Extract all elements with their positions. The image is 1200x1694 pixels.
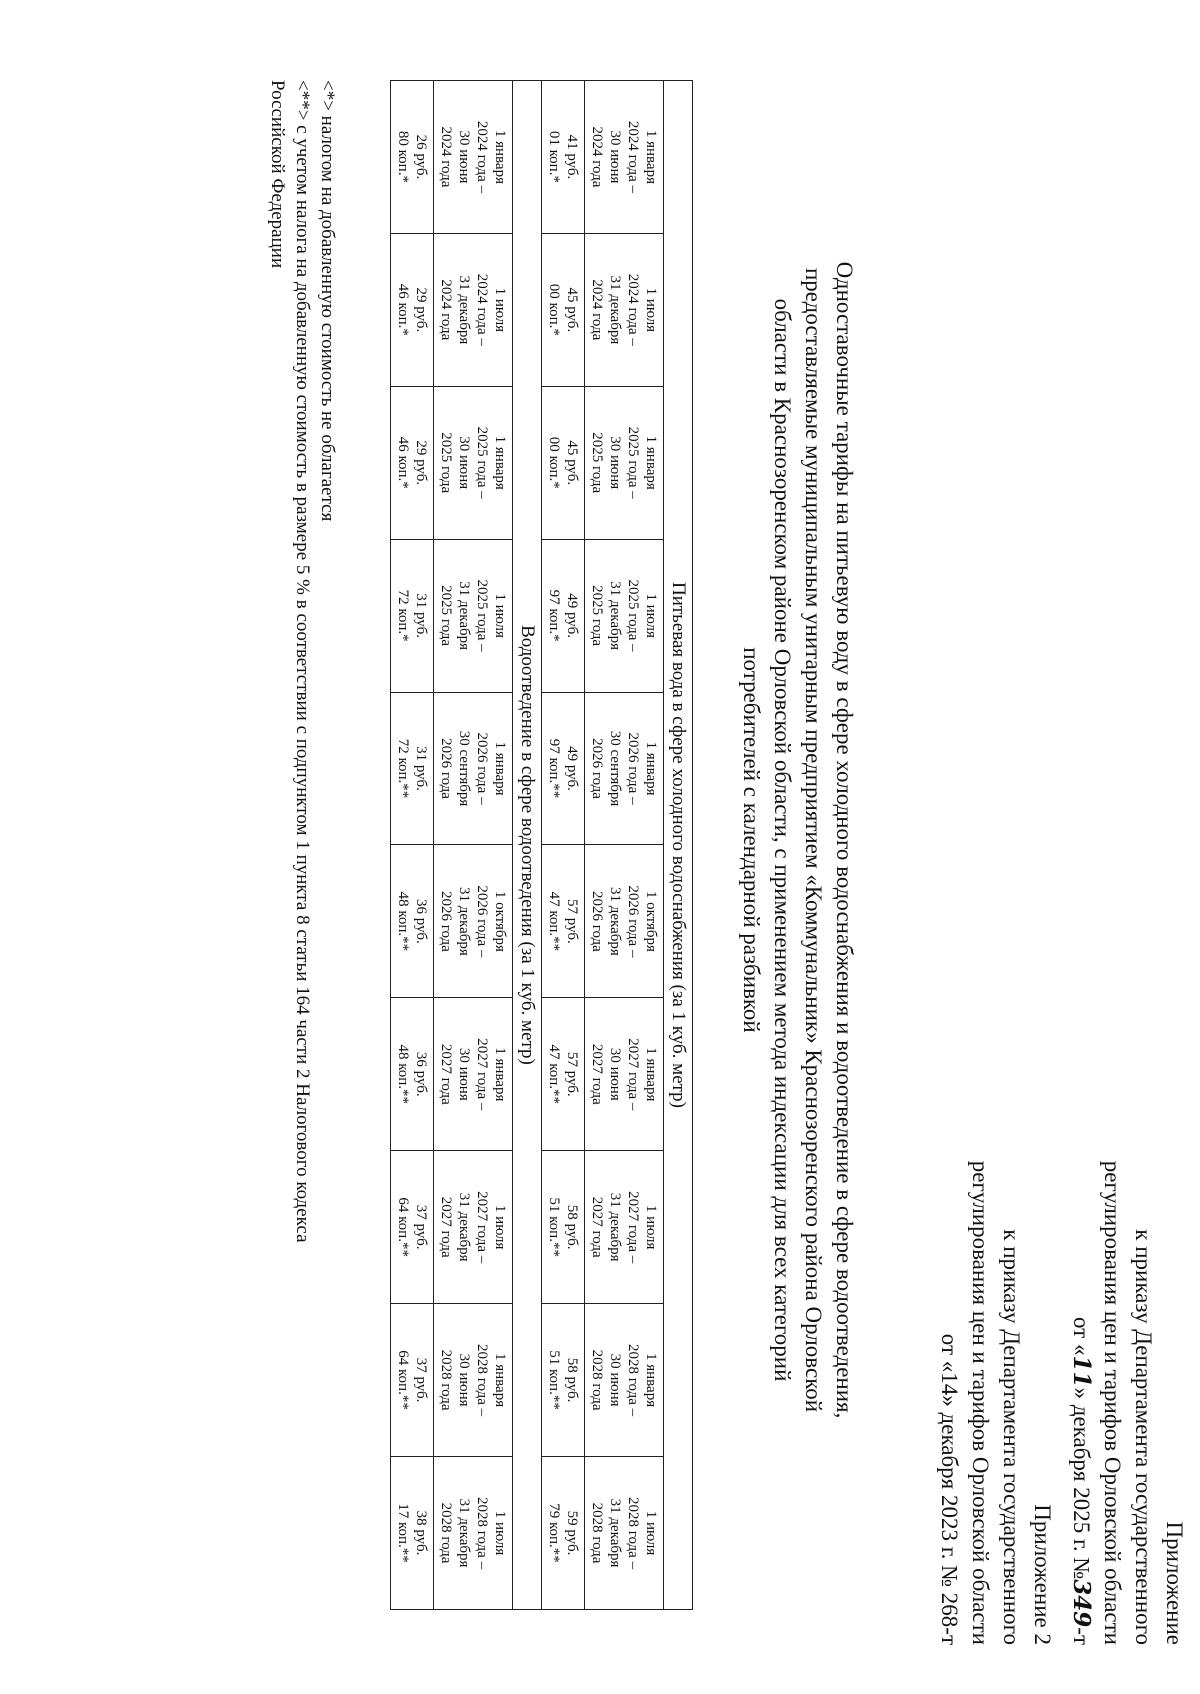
cell-line: 30 июня: [607, 1047, 623, 1101]
cell-line: 30 сентября: [607, 730, 623, 807]
sewer-period-row: [434, 81, 513, 1610]
cell-line: 2028 года –: [625, 1496, 641, 1570]
cell-line: 1 июля: [643, 1510, 659, 1556]
cell-line: 31 руб.: [413, 746, 429, 791]
tariff-value-cell: [391, 233, 434, 386]
cell-line: 2025 года –: [625, 579, 641, 652]
title-line: Одноставочные тарифы на питьевую воду в сфере холодного водоснабжения и водоотведение в сфере водоотведения,: [832, 261, 857, 1419]
tariff-value-cell: [542, 998, 585, 1151]
cell-line: 2028 года –: [625, 1344, 641, 1417]
period-cell: [585, 845, 664, 998]
water-section-header: Питьевая вода в сфере холодного водоснабжения (за 1 куб. метр): [664, 81, 693, 1610]
cell-line: 58 руб.: [564, 1204, 580, 1250]
cell-line: 1 июля: [492, 1510, 508, 1556]
tariff-value-cell: [542, 1304, 585, 1457]
cell-line: 2028 года –: [474, 1496, 490, 1570]
period-cell: [434, 386, 513, 539]
cell-line: 2024 года: [589, 126, 605, 188]
cell-line: 1 января: [492, 1047, 508, 1102]
department-name-line: регулирования цен и тарифов Орловской области: [1100, 1160, 1125, 1645]
document-page: [20, 45, 1190, 1645]
cell-line: 1 июля: [643, 593, 659, 638]
order-date-number-line: от «14» декабря 2023 г. № 268-т: [937, 1333, 962, 1645]
cell-line: 31 руб.: [413, 593, 429, 638]
cell-line: 1 января: [643, 1047, 659, 1102]
period-cell: [585, 81, 664, 234]
cell-line: 2028 года: [438, 1502, 454, 1564]
cell-line: 1 января: [643, 129, 659, 184]
title-line: области в Краснозоренском районе Орловской области, с применением метода индексации для всех категорий: [770, 298, 795, 1382]
footnote-vat-included: <**> с учетом налога на добавленную стоимость в размере 5 % в соответствии с подпунктом 1 пункта 8 статьи 164 части 2 Налогового кодекса: [292, 80, 313, 1243]
cell-line: 29 руб.: [413, 287, 429, 333]
cell-line: 1 июля: [643, 1204, 659, 1250]
appendix-label: Приложение: [1162, 1521, 1187, 1645]
cell-line: 2025 года: [438, 585, 454, 647]
cell-line: 31 декабря: [607, 1192, 623, 1262]
cell-line: 2024 года –: [474, 120, 490, 194]
tariff-value-cell: [542, 845, 585, 998]
date-middle: » декабря 2025 г. №: [1069, 1387, 1094, 1580]
cell-line: 1 января: [643, 435, 659, 490]
cell-line: 2024 года –: [474, 273, 490, 346]
cell-line: 37 руб.: [413, 1204, 429, 1250]
cell-line: 2027 года: [589, 1043, 605, 1105]
tariff-value-cell: [542, 81, 585, 234]
cell-line: 2024 года –: [625, 273, 641, 346]
cell-line: 31 декабря: [456, 275, 472, 345]
cell-line: 2026 года –: [625, 732, 641, 805]
cell-line: 64 коп.**: [395, 1197, 411, 1257]
tariff-value-cell: [391, 845, 434, 998]
cell-line: 72 коп.**: [395, 738, 411, 799]
cell-line: 2027 года: [438, 1196, 454, 1258]
cell-line: 41 руб.: [564, 134, 580, 180]
cell-line: 80 коп.*: [395, 130, 411, 183]
cell-line: 1 января: [492, 435, 508, 490]
cell-line: 38 руб.: [413, 1510, 429, 1556]
period-cell: [434, 81, 513, 234]
cell-line: 30 июня: [607, 436, 623, 490]
document-title: [736, 115, 860, 1565]
cell-line: 31 декабря: [456, 581, 472, 651]
cell-line: 2024 года: [438, 279, 454, 341]
cell-line: 48 коп.**: [395, 1044, 411, 1105]
tariff-value-cell: [542, 1457, 585, 1610]
cell-line: 2028 года: [589, 1502, 605, 1564]
cell-line: 51 коп.**: [546, 1350, 562, 1410]
period-cell: [585, 1151, 664, 1304]
cell-line: 1 июля: [492, 593, 508, 638]
cell-line: 2026 года –: [474, 885, 490, 958]
cell-line: 2027 года: [438, 1043, 454, 1105]
cell-line: 26 руб.: [413, 134, 429, 180]
cell-line: 2026 года: [589, 738, 605, 799]
tariff-table: [390, 80, 693, 1610]
cell-line: 47 коп.**: [546, 1044, 562, 1105]
water-period-row: [585, 81, 664, 1610]
cell-line: 00 коп.*: [546, 436, 562, 489]
tariff-value-cell: [391, 692, 434, 845]
sewer-section-row: [513, 81, 542, 1610]
cell-line: 2025 года –: [474, 579, 490, 652]
cell-line: 2026 года –: [625, 885, 641, 958]
footnotes: [265, 80, 340, 1610]
title-line: потребителей с календарной разбивкой: [739, 647, 764, 1033]
department-name-line: регулирования цен и тарифов Орловской области: [968, 1160, 993, 1645]
cell-line: 48 коп.**: [395, 891, 411, 952]
cell-line: 30 июня: [456, 1353, 472, 1407]
cell-line: 2028 года: [438, 1349, 454, 1411]
cell-line: 30 июня: [607, 1353, 623, 1407]
cell-line: 36 руб.: [413, 899, 429, 944]
cell-line: 2026 года –: [474, 732, 490, 805]
cell-line: 72 коп.*: [395, 589, 411, 642]
cell-line: 64 коп.**: [395, 1350, 411, 1410]
period-cell: [585, 1304, 664, 1457]
appendix-header-old: [934, 1161, 1058, 1645]
cell-line: 51 коп.**: [546, 1197, 562, 1257]
cell-line: 1 января: [492, 129, 508, 184]
cell-line: 31 декабря: [607, 275, 623, 345]
cell-line: 31 декабря: [456, 1192, 472, 1262]
cell-line: 2026 года: [589, 890, 605, 952]
period-cell: [434, 998, 513, 1151]
cell-line: 1 июля: [492, 1204, 508, 1250]
tariff-value-cell: [542, 1151, 585, 1304]
handwritten-number: 349: [1068, 1579, 1095, 1628]
tariff-value-cell: [391, 1457, 434, 1610]
footnote-vat-included-continued: Российской Федерации: [267, 80, 288, 269]
appendix-2-label: Приложение 2: [1030, 1504, 1055, 1645]
tariff-value-cell: [542, 233, 585, 386]
sewer-tariff-row: [391, 81, 434, 1610]
date-prefix: от «: [1069, 1316, 1094, 1356]
cell-line: 2026 года: [438, 890, 454, 952]
cell-line: 45 руб.: [564, 287, 580, 333]
tariff-value-cell: [391, 1304, 434, 1457]
cell-line: 01 коп.*: [546, 130, 562, 183]
period-cell: [585, 539, 664, 692]
period-cell: [585, 1457, 664, 1610]
period-cell: [434, 845, 513, 998]
tariff-value-cell: [391, 386, 434, 539]
cell-line: 1 июля: [492, 287, 508, 333]
number-suffix: -т: [1069, 1627, 1094, 1645]
cell-line: 59 руб.: [564, 1510, 580, 1556]
cell-line: 2024 года –: [625, 120, 641, 194]
cell-line: 58 руб.: [564, 1357, 580, 1403]
footnote-vat-exempt: <*> налогом на добавленную стоимость не облагается: [317, 80, 338, 522]
cell-line: 1 октября: [643, 890, 659, 952]
cell-line: 49 руб.: [564, 746, 580, 791]
cell-line: 2025 года –: [474, 426, 490, 499]
period-cell: [585, 692, 664, 845]
cell-line: 2027 года: [589, 1196, 605, 1258]
tariff-value-cell: [391, 539, 434, 692]
sewer-section-header: Водоотведение в сфере водоотведения (за 1 куб. метр): [513, 81, 542, 1610]
period-cell: [434, 233, 513, 386]
cell-line: 30 июня: [456, 436, 472, 490]
cell-line: 30 июня: [607, 130, 623, 184]
cell-line: 47 коп.**: [546, 891, 562, 952]
cell-line: 1 октября: [492, 890, 508, 952]
cell-line: 1 июля: [643, 287, 659, 333]
water-section-row: [664, 81, 693, 1610]
cell-line: 2027 года –: [474, 1038, 490, 1111]
cell-line: 49 руб.: [564, 593, 580, 638]
cell-line: 30 июня: [456, 130, 472, 184]
cell-line: 31 декабря: [607, 887, 623, 956]
cell-line: 2025 года: [589, 432, 605, 494]
cell-line: 31 декабря: [456, 887, 472, 956]
title-line: предоставляемые муниципальным унитарным предприятием «Коммунальник» Краснозоренского района Орловской: [801, 267, 826, 1413]
cell-line: 97 коп.*: [546, 589, 562, 642]
tariff-value-cell: [391, 1151, 434, 1304]
cell-line: 2027 года –: [625, 1038, 641, 1111]
period-cell: [585, 998, 664, 1151]
tariff-value-cell: [542, 386, 585, 539]
order-date-number-line: [1066, 1161, 1097, 1645]
cell-line: 46 коп.*: [395, 436, 411, 489]
cell-line: 37 руб.: [413, 1357, 429, 1403]
cell-line: 30 сентября: [456, 730, 472, 807]
period-cell: [434, 1457, 513, 1610]
period-cell: [434, 1151, 513, 1304]
cell-line: 79 коп.**: [546, 1503, 562, 1563]
cell-line: 2027 года –: [625, 1191, 641, 1264]
cell-line: 36 руб.: [413, 1051, 429, 1097]
period-cell: [434, 692, 513, 845]
cell-line: 31 декабря: [456, 1498, 472, 1568]
cell-line: 57 руб.: [564, 899, 580, 944]
order-reference-line: к приказу Департамента государственного: [1131, 1229, 1156, 1645]
cell-line: 00 коп.*: [546, 283, 562, 336]
cell-line: 1 января: [643, 1353, 659, 1408]
period-cell: [434, 1304, 513, 1457]
cell-line: 46 коп.*: [395, 283, 411, 336]
cell-line: 1 января: [643, 741, 659, 796]
cell-line: 97 коп.**: [546, 738, 562, 799]
cell-line: 2028 года –: [474, 1344, 490, 1417]
cell-line: 2026 года: [438, 738, 454, 799]
cell-line: 57 руб.: [564, 1051, 580, 1097]
cell-line: 45 руб.: [564, 440, 580, 486]
cell-line: 31 декабря: [607, 1498, 623, 1568]
cell-line: 2025 года: [589, 585, 605, 647]
tariff-value-cell: [542, 539, 585, 692]
tariff-value-cell: [391, 998, 434, 1151]
cell-line: 29 руб.: [413, 440, 429, 486]
appendix-header-new: [1066, 1161, 1190, 1645]
cell-line: 1 января: [492, 741, 508, 796]
cell-line: 2024 года: [589, 279, 605, 341]
cell-line: 2028 года: [589, 1349, 605, 1411]
cell-line: 2025 года: [438, 432, 454, 494]
period-cell: [434, 539, 513, 692]
period-cell: [585, 386, 664, 539]
order-reference-line: к приказу Департамента государственного: [999, 1229, 1024, 1645]
tariff-value-cell: [542, 692, 585, 845]
handwritten-day: 11: [1068, 1355, 1095, 1388]
cell-line: 1 января: [492, 1353, 508, 1408]
period-cell: [585, 233, 664, 386]
cell-line: 30 июня: [456, 1047, 472, 1101]
cell-line: 2025 года –: [625, 426, 641, 499]
water-tariff-row: [542, 81, 585, 1610]
tariff-value-cell: [391, 81, 434, 234]
cell-line: 2024 года: [438, 126, 454, 188]
cell-line: 31 декабря: [607, 581, 623, 651]
cell-line: 17 коп.**: [395, 1503, 411, 1563]
cell-line: 2027 года –: [474, 1191, 490, 1264]
